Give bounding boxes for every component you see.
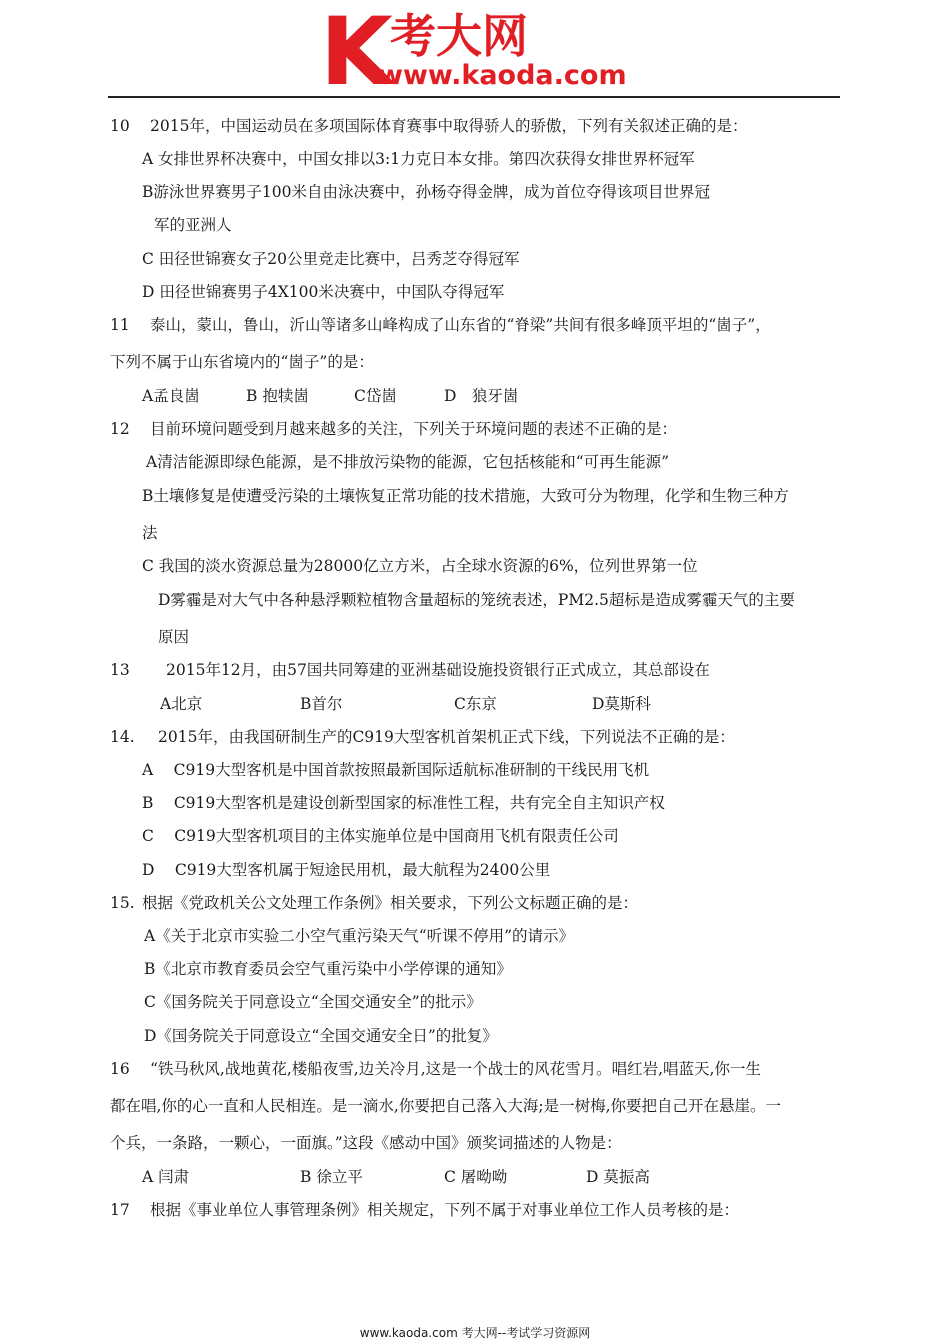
- option-continued: 军的亚洲人: [154, 216, 232, 234]
- option: B C919大型客机是建设创新型国家的标准性工程，共有完全自主知识产权: [142, 794, 665, 812]
- kaoda-logo: [320, 6, 640, 92]
- question-number: 11: [110, 316, 130, 334]
- option: B土壤修复是使遭受污染的土壤恢复正常功能的技术措施，大致可分为物理，化学和生物三种方: [142, 487, 789, 505]
- option: C 我国的淡水资源总量为28000亿立方米，占全球水资源的6%，位列世界第一位: [142, 557, 698, 575]
- question-stem: “铁马秋风,战地黄花,楼船夜雪,边关冷月,这是一个战士的风花雪月。唱红岩,唱蓝天,你一生: [150, 1060, 761, 1078]
- question-number: 17: [110, 1201, 130, 1219]
- option: B首尔: [300, 695, 343, 713]
- option: C 田径世锦赛女子20公里竞走比赛中，吕秀芝夺得冠军: [142, 250, 520, 268]
- option: A《关于北京市实验二小空气重污染天气“听课不停用”的请示》: [144, 927, 575, 945]
- question-number: 14.: [110, 728, 135, 746]
- option: A C919大型客机是中国首款按照最新国际适航标准研制的干线民用飞机: [142, 761, 650, 779]
- question-number: 16: [110, 1060, 130, 1078]
- option: C岱崮: [354, 387, 397, 405]
- question-stem: 目前环境问题受到月越来越多的关注，下列关于环境问题的表述不正确的是：: [150, 420, 678, 438]
- option: D莫斯科: [592, 695, 651, 713]
- option: B 抱犊崮: [246, 387, 309, 405]
- question-stem: 都在唱,你的心一直和人民相连。是一滴水,你要把自己落入大海;是一树梅,你要把自己开在悬崖。一: [110, 1097, 782, 1115]
- question-stem: 根据《党政机关公文处理工作条例》相关要求，下列公文标题正确的是：: [142, 894, 639, 912]
- option: A清洁能源即绿色能源，是不排放污染物的能源，它包括核能和“可再生能源”: [146, 453, 670, 471]
- option: D 田径世锦赛男子4X100米决赛中，中国队夺得冠军: [142, 283, 505, 301]
- question-stem: 下列不属于山东省境内的“崮子”的是：: [110, 353, 374, 371]
- logo-url: www.kaoda.com: [378, 60, 627, 91]
- option: C《国务院关于同意设立“全国交通安全”的批示》: [144, 993, 482, 1011]
- option: D C919大型客机属于短途民用机，最大航程为2400公里: [142, 861, 551, 879]
- question-stem: 2015年，中国运动员在多项国际体育赛事中取得骄人的骄傲，下列有关叙述正确的是：: [150, 117, 748, 135]
- question-stem: 2015年12月，由57国共同筹建的亚洲基础设施投资银行正式成立，其总部设在: [166, 661, 710, 679]
- question-number: 12: [110, 420, 130, 438]
- question-number: 13: [110, 661, 130, 679]
- question-number: 10: [110, 117, 130, 135]
- option: A北京: [160, 695, 203, 713]
- option: C C919大型客机项目的主体实施单位是中国商用飞机有限责任公司: [142, 827, 619, 845]
- question-stem: 2015年，由我国研制生产的C919大型客机首架机正式下线，下列说法不正确的是：: [158, 728, 735, 746]
- option: B 徐立平: [300, 1168, 363, 1186]
- question-stem: 根据《事业单位人事管理条例》相关规定，下列不属于对事业单位工作人员考核的是：: [150, 1201, 740, 1219]
- question-number: 15.: [110, 894, 135, 912]
- option: D 狼牙崮: [444, 387, 519, 405]
- option-continued: 原因: [158, 628, 190, 646]
- logo-mark: K: [320, 6, 393, 92]
- option: C东京: [454, 695, 497, 713]
- option: D 莫振高: [586, 1168, 650, 1186]
- question-stem: 泰山，蒙山，鲁山，沂山等诸多山峰构成了山东省的“脊梁”共间有很多峰顶平坦的“崮子”，: [150, 316, 771, 334]
- option: A 闫肃: [142, 1168, 190, 1186]
- question-stem: 个兵，一条路，一颗心，一面旗。”这段《感动中国》颁奖词描述的人物是：: [110, 1134, 622, 1152]
- option: D《国务院关于同意设立“全国交通安全日”的批复》: [144, 1027, 498, 1045]
- option: A孟良崮: [142, 387, 200, 405]
- option: B游泳世界赛男子100米自由泳决赛中，孙杨夺得金牌，成为首位夺得该项目世界冠: [142, 183, 710, 201]
- option: C 屠呦呦: [444, 1168, 508, 1186]
- option: B《北京市教育委员会空气重污染中小学停课的通知》: [144, 960, 512, 978]
- header-rule: [108, 96, 840, 98]
- footer: www.kaoda.com 考大网--考试学习资源网: [359, 1326, 591, 1340]
- option-continued: 法: [142, 524, 158, 542]
- option: A 女排世界杯决赛中，中国女排以3:1力克日本女排。第四次获得女排世界杯冠军: [142, 150, 695, 168]
- option: D雾霾是对大气中各种悬浮颗粒植物含量超标的笼统表述，PM2.5超标是造成雾霾天气的主要: [158, 591, 795, 609]
- logo-cn: 考大网: [390, 9, 528, 63]
